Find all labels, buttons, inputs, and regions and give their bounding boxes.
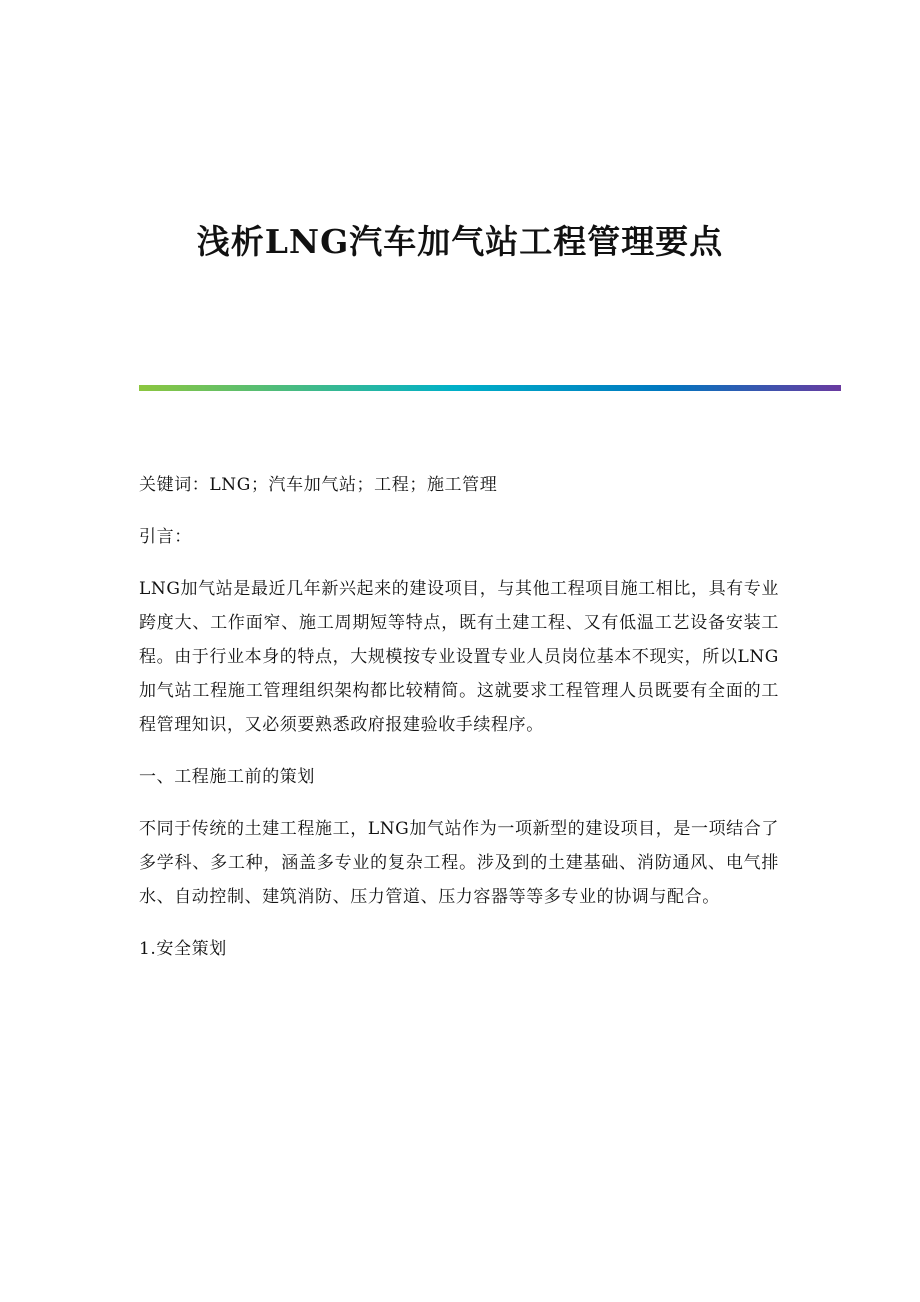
document-title: 浅析LNG汽车加气站工程管理要点 xyxy=(196,222,724,261)
section-1-heading: 一、工程施工前的策划 xyxy=(139,767,315,787)
intro-paragraph: LNG加气站是最近几年新兴起来的建设项目，与其他工程项目施工相比，具有专业跨度大、工作面窄、施工周期短等特点，既有土建工程、又有低温工艺设备安装工程。由于行业本身的特点，大规模按专业设置专业人员岗位基本不现实，所以LNG加气站工程施工管理组织架构都比较精简。这就要求工程管理人员既要有全面的工程管理知识，又必须要熟悉政府报建验收手续程序。 xyxy=(139,579,779,735)
subsection-1-heading: 1.安全策划 xyxy=(139,939,227,959)
document-body xyxy=(139,468,779,984)
keywords-line: 关键词：LNG；汽车加气站；工程；施工管理 xyxy=(139,475,498,495)
intro-heading: 引言： xyxy=(139,527,192,547)
title-divider xyxy=(139,385,841,391)
section-1-paragraph: 不同于传统的土建工程施工，LNG加气站作为一项新型的建设项目，是一项结合了多学科、多工种，涵盖多专业的复杂工程。涉及到的土建基础、消防通风、电气排水、自动控制、建筑消防、压力管道、压力容器等等多专业的协调与配合。 xyxy=(139,819,779,907)
